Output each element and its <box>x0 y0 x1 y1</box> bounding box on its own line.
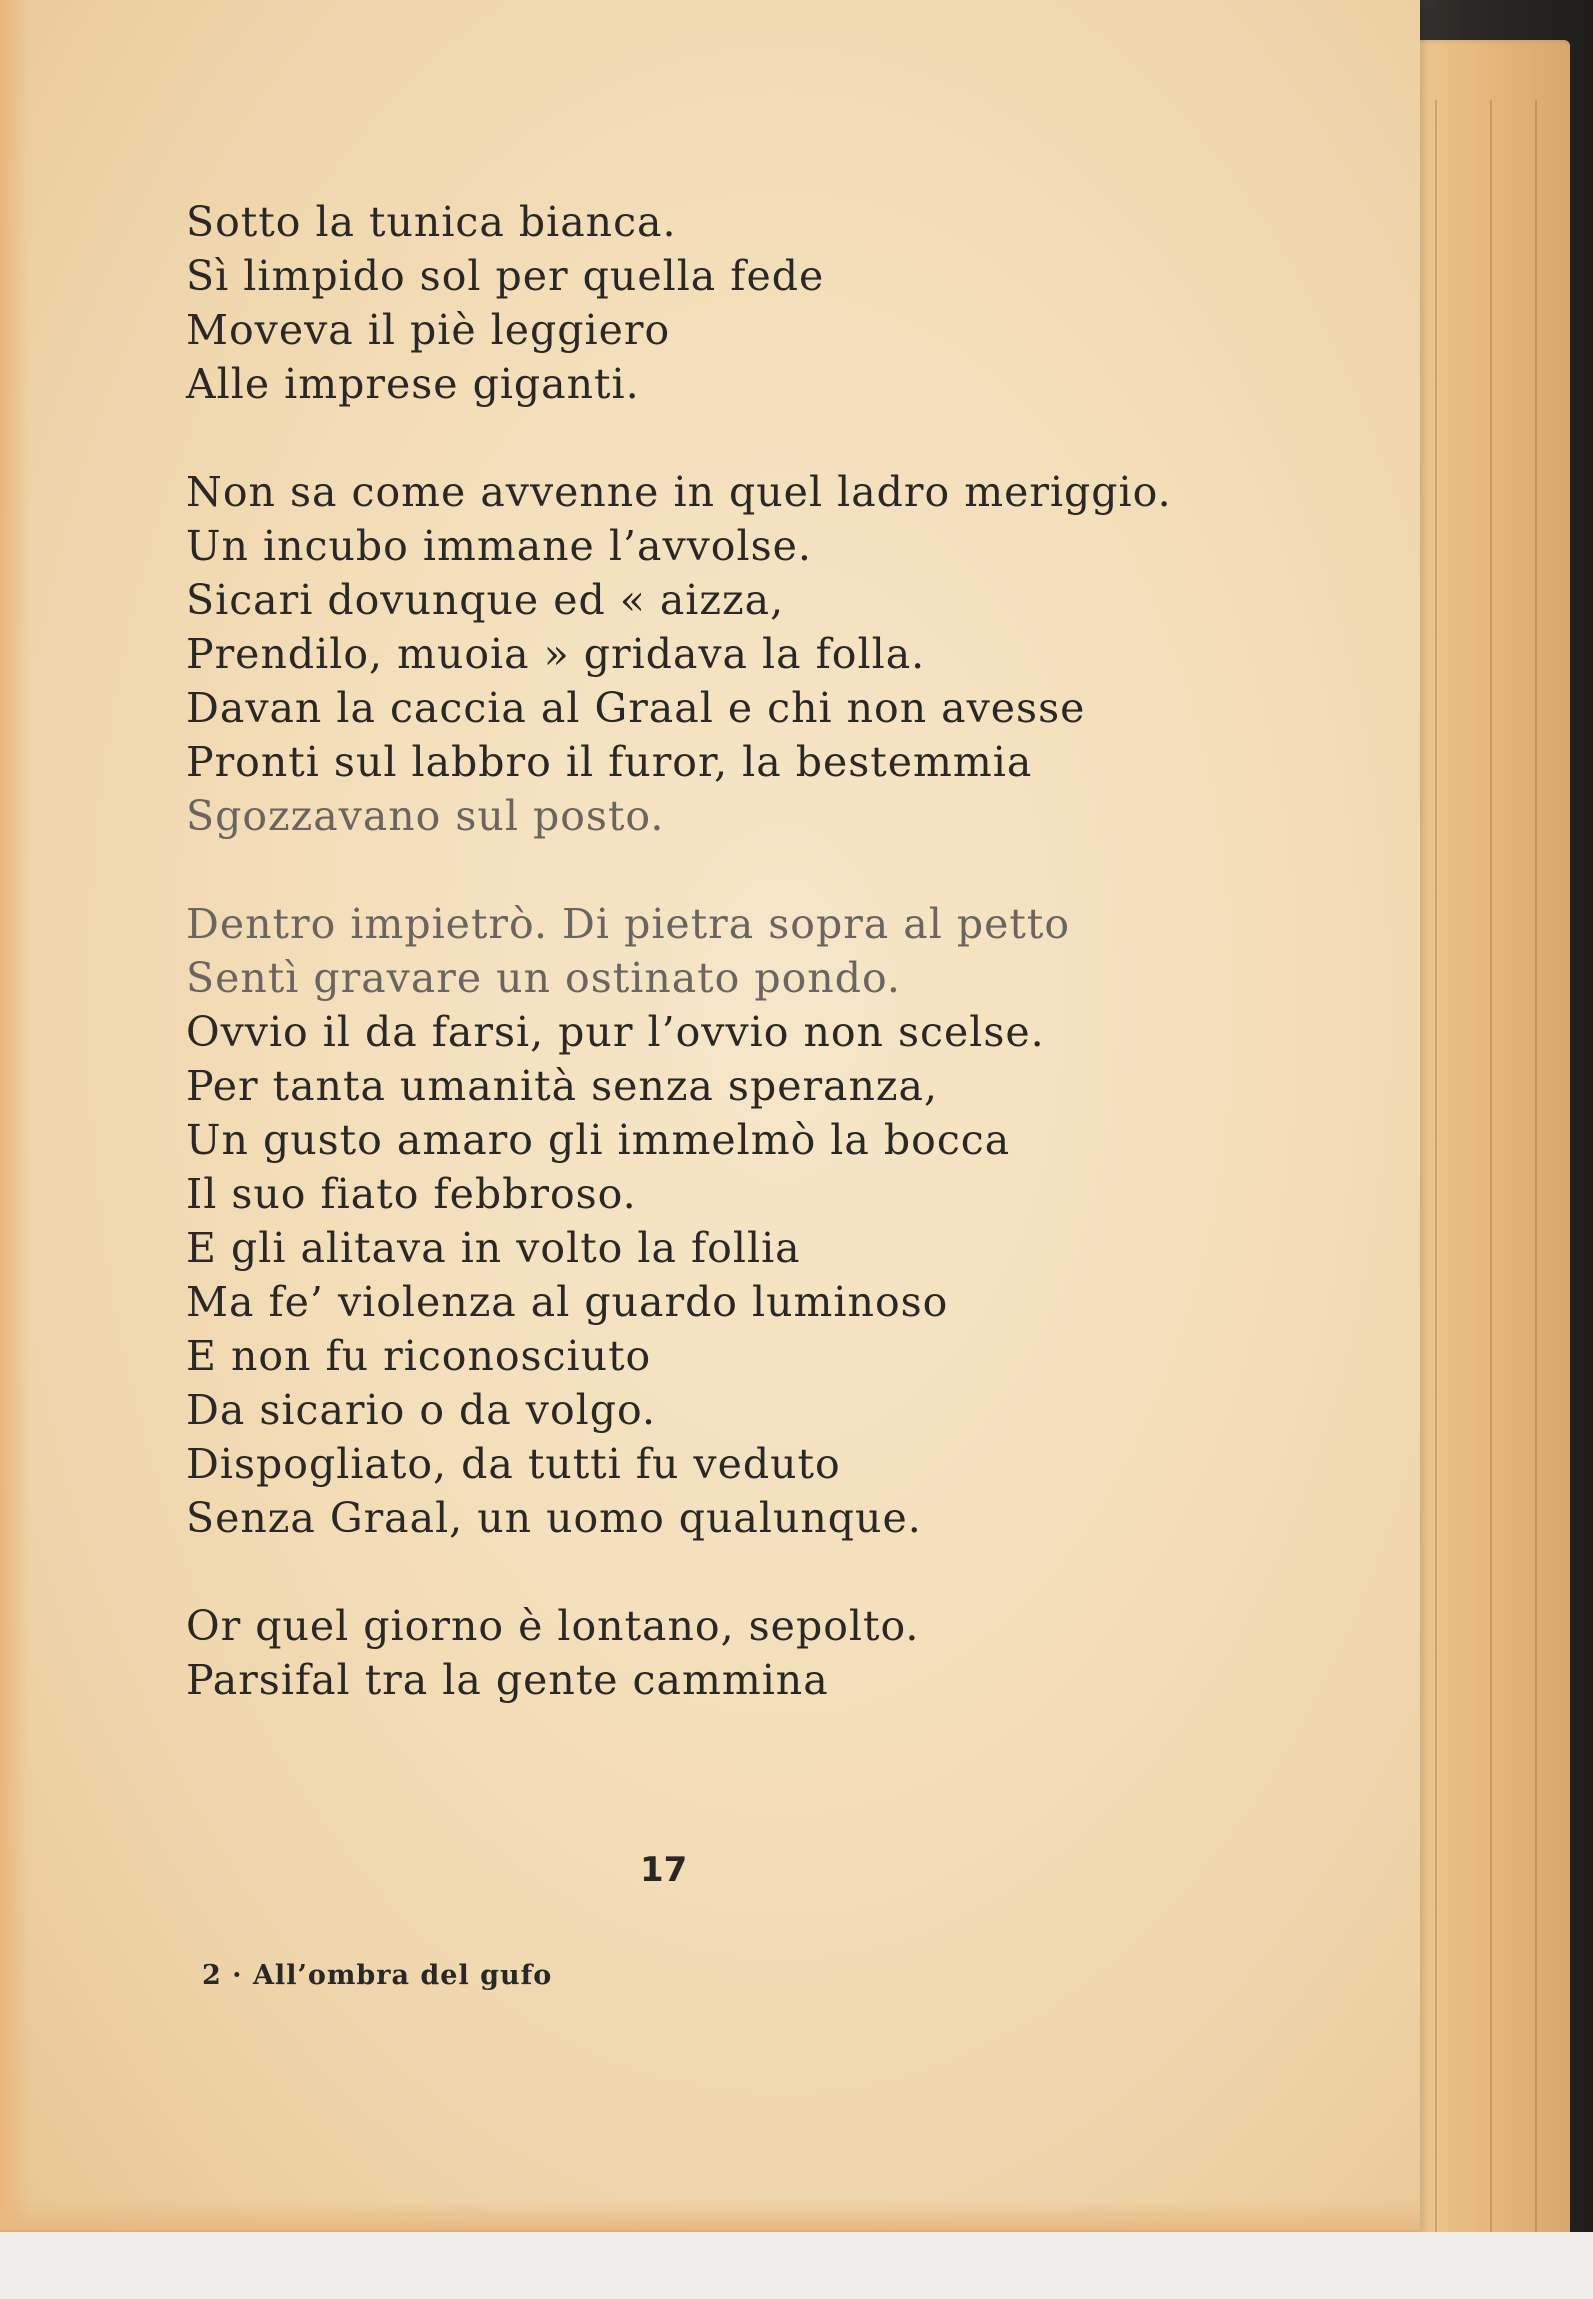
poem-line: Un gusto amaro gli immelmò la bocca <box>186 1116 1011 1164</box>
poem-line: Non sa come avvenne in quel ladro meriggio. <box>186 468 1172 516</box>
page-bottom-edge <box>0 2200 1420 2230</box>
poem-line: Alle imprese giganti. <box>186 360 640 408</box>
signature-mark: 2 · All’ombra del gufo <box>202 1960 553 1991</box>
poem-text <box>186 195 1336 1761</box>
poem-line: Dispogliato, da tutti fu veduto <box>186 1440 841 1488</box>
poem-line: Or quel giorno è lontano, sepolto. <box>186 1602 920 1650</box>
page-stack <box>1395 40 1570 2260</box>
stanza-1 <box>186 195 1336 411</box>
page-stack-line <box>1490 100 1492 2260</box>
page-stack-line <box>1535 100 1537 2260</box>
poem-line: Ma fe’ violenza al guardo luminoso <box>186 1278 949 1326</box>
poem-line: Sotto la tunica bianca. <box>186 198 677 246</box>
poem-line: E gli alitava in volto la follia <box>186 1224 801 1272</box>
poem-line: Ovvio il da farsi, pur l’ovvio non scelse. <box>186 1008 1045 1056</box>
poem-line: Sicari dovunque ed « aizza, <box>186 576 785 624</box>
poem-line: Parsifal tra la gente cammina <box>186 1656 829 1704</box>
stanza-4 <box>186 1599 1336 1707</box>
poem-line: Un incubo immane l’avvolse. <box>186 522 812 570</box>
poem-line: Il suo fiato febbroso. <box>186 1170 637 1218</box>
poem-line: Prendilo, muoia » gridava la folla. <box>186 630 926 678</box>
poem-line: Da sicario o da volgo. <box>186 1386 656 1434</box>
page-number: 17 <box>640 1850 688 1890</box>
poem-line: Sì limpido sol per quella fede <box>186 252 825 300</box>
poem-line: Per tanta umanità senza speranza, <box>186 1062 938 1110</box>
poem-line: Sentì gravare un ostinato pondo. <box>186 954 901 1002</box>
stanza-2 <box>186 465 1336 843</box>
poem-line: Davan la caccia al Graal e chi non avesse <box>186 684 1086 732</box>
stanza-3 <box>186 897 1336 1545</box>
scan-background <box>0 2232 1593 2299</box>
poem-line: Dentro impietrò. Di pietra sopra al petto <box>186 900 1071 948</box>
poem-line: Senza Graal, un uomo qualunque. <box>186 1494 922 1542</box>
poem-line: Sgozzavano sul posto. <box>186 792 665 840</box>
poem-line: Moveva il piè leggiero <box>186 306 671 354</box>
poem-line: E non fu riconosciuto <box>186 1332 652 1380</box>
page-stack-line <box>1435 100 1437 2260</box>
poem-line: Pronti sul labbro il furor, la bestemmia <box>186 738 1033 786</box>
page-left-edge <box>0 0 30 2230</box>
